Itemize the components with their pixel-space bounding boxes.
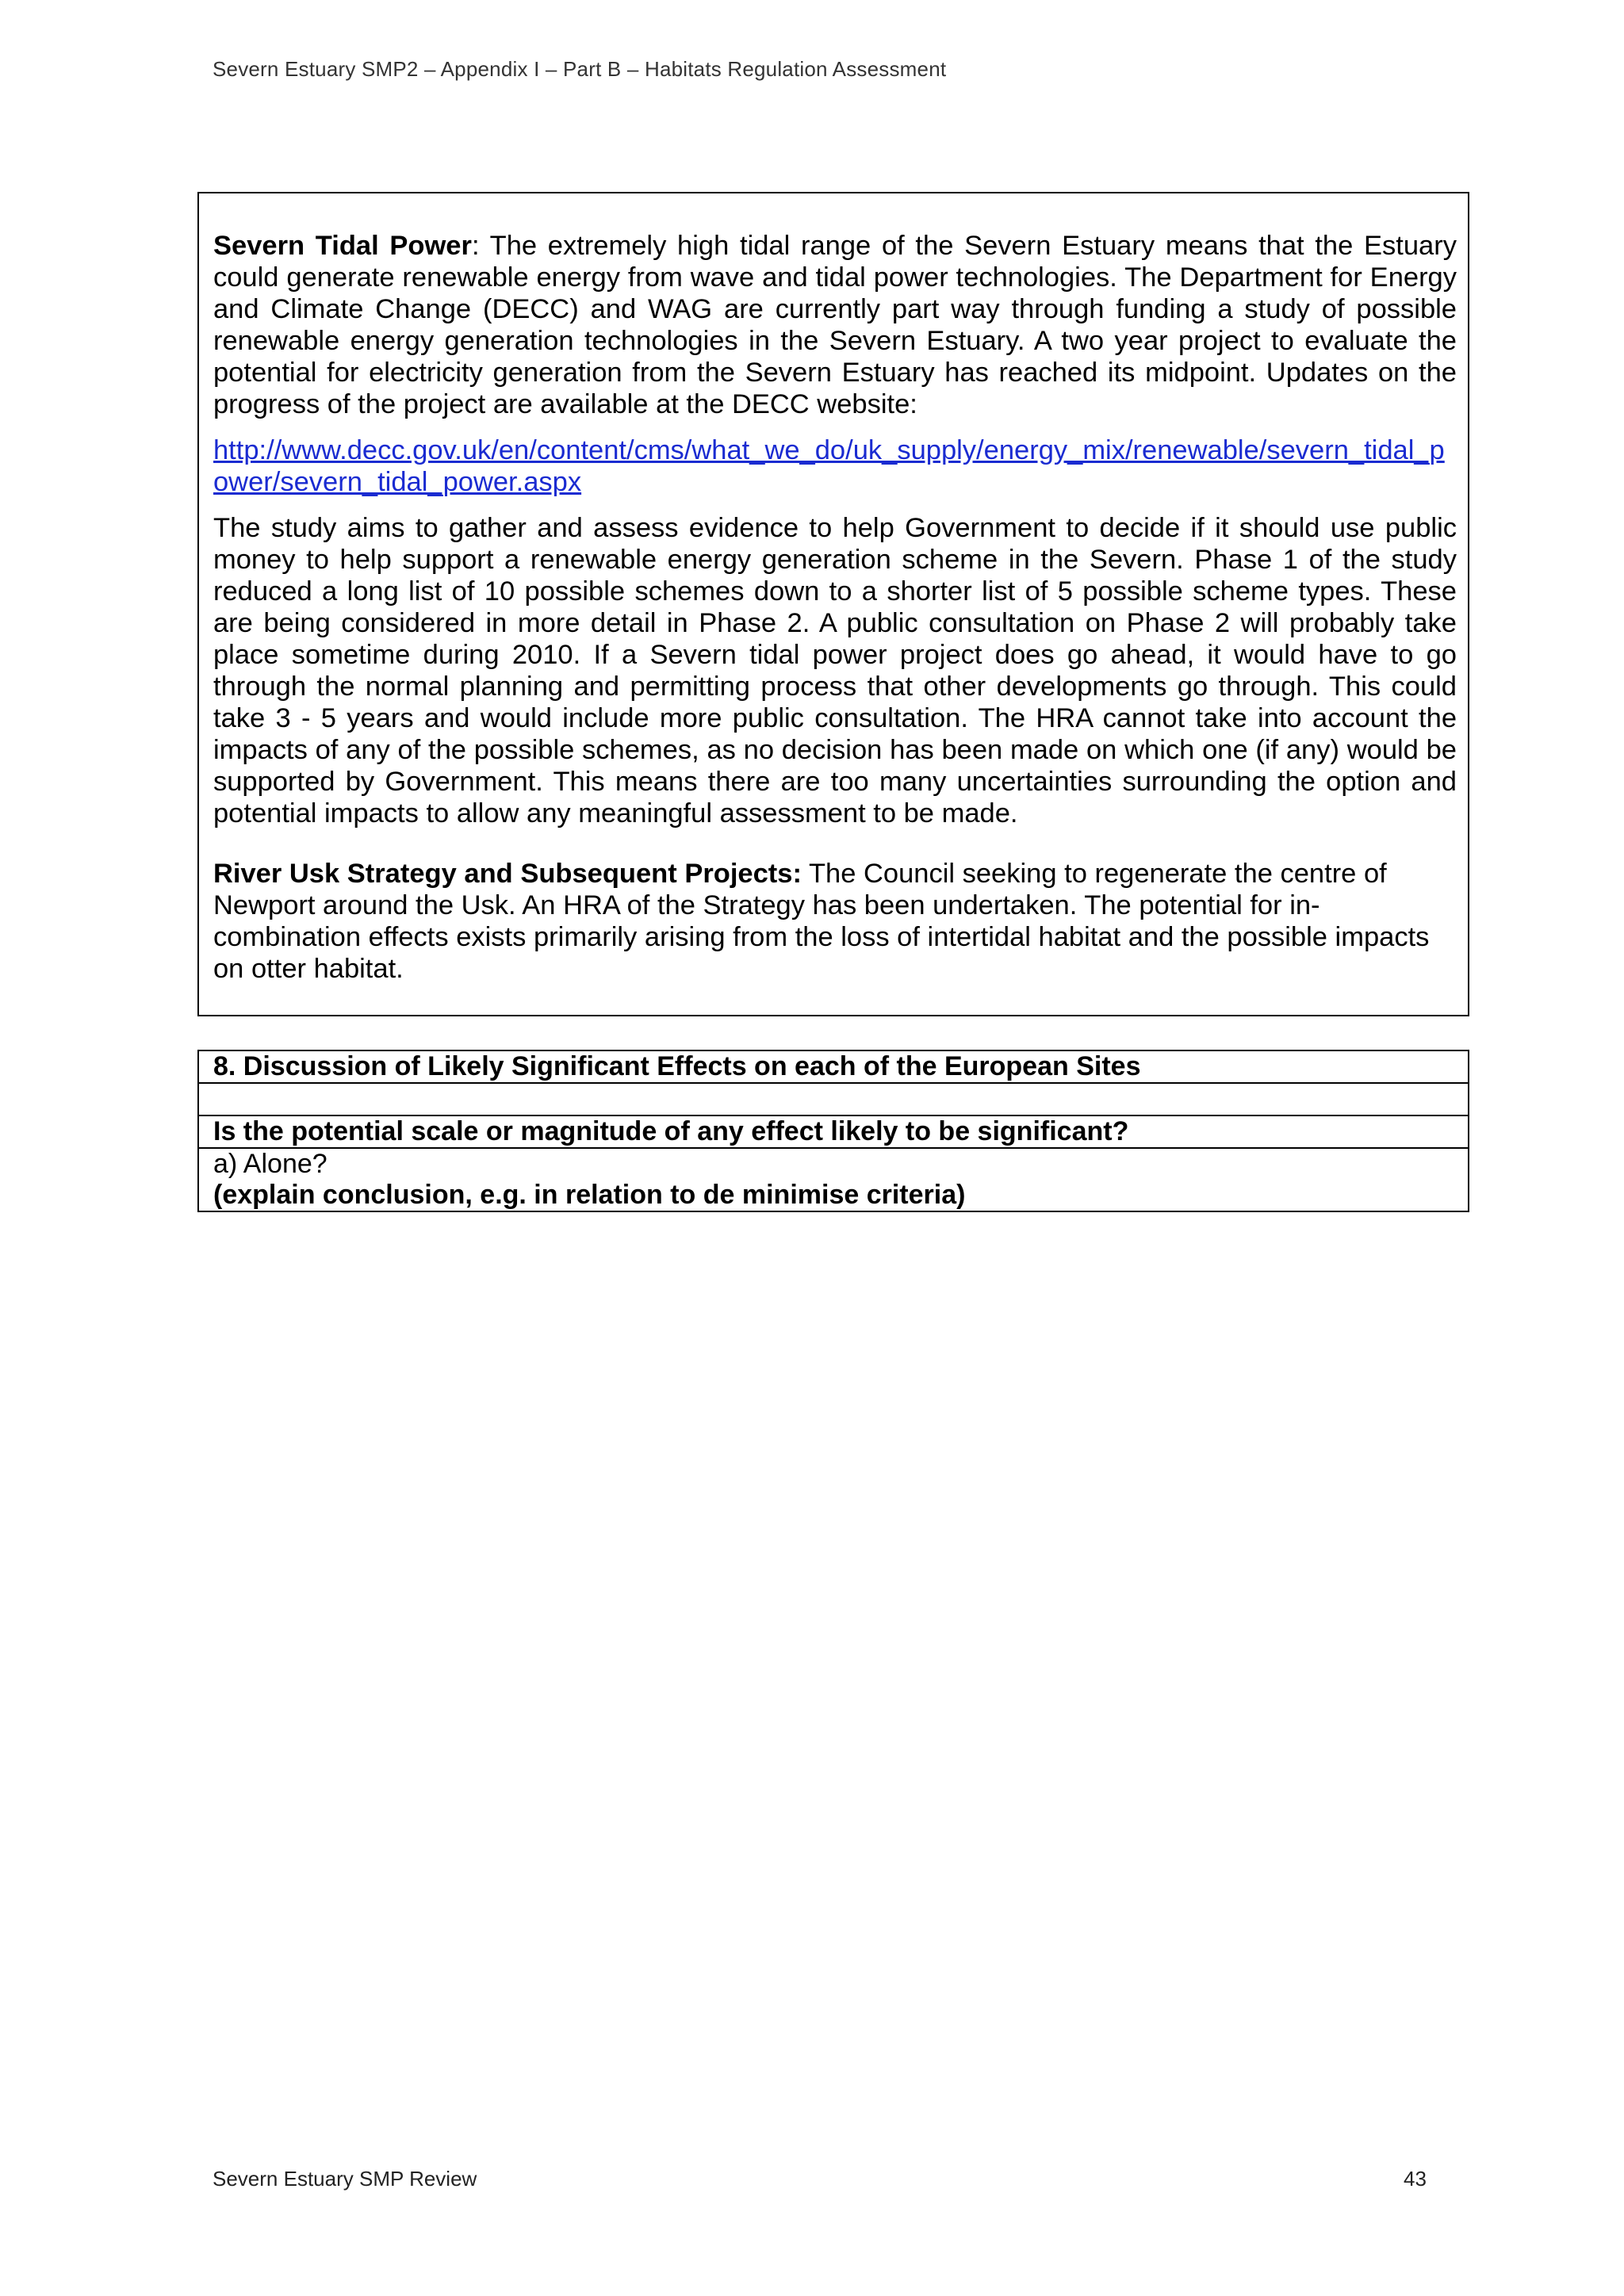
explain-conclusion-label: (explain conclusion, e.g. in relation to de minimise criteria)	[213, 1180, 966, 1210]
empty-cell	[198, 1083, 1469, 1115]
alone-label: a) Alone?	[213, 1149, 327, 1179]
severn-tidal-power-heading: Severn Tidal Power	[213, 231, 472, 261]
section-heading-cell	[198, 1050, 1469, 1083]
in-combination-projects-box	[197, 192, 1469, 1016]
severn-tidal-power-text: : The extremely high tidal range of the Severn Estuary means that the Estuary could generate renewable energy from wave and tidal power technologies. The Department for Energy and Climate Change (DECC) and WAG are currently part way through funding a study of possible renewable energy generation technologies in the Severn Estuary. A two year project to evaluate the potential for electricity generation from the Severn Estuary has reached its midpoint. Updates on the progress of the project are available at the DECC website:	[213, 231, 1457, 419]
river-usk-paragraph	[213, 858, 1457, 985]
river-usk-text: The Council seeking to regenerate the centre of Newport around the Usk. An HRA of the Strategy has been undertaken. The potential for in-combination effects exists primarily arising from the loss of intertidal habitat and the possible impacts on otter habitat.	[213, 859, 1430, 984]
table-row	[198, 1148, 1469, 1211]
page-header: Severn Estuary SMP2 – Appendix I – Part B – Habitats Regulation Assessment	[213, 57, 947, 81]
section-heading: 8. Discussion of Likely Significant Effects on each of the European Sites	[213, 1051, 1141, 1081]
page-number: 43	[1404, 2167, 1427, 2191]
question-cell	[198, 1115, 1469, 1148]
river-usk-heading: River Usk Strategy and Subsequent Projects:	[213, 859, 802, 889]
table-row	[198, 1083, 1469, 1115]
study-paragraph: The study aims to gather and assess evidence to help Government to decide if it should use public money to help support a renewable energy generation scheme in the Severn. Phase 1 of the study reduced a long list of 10 possible schemes down to a shorter list of 5 possible scheme types. These are being considered in more detail in Phase 2. A public consultation on Phase 2 will probably take place sometime during 2010. If a Severn tidal power project does go ahead, it would have to go through the normal planning and permitting process that other developments go through. This could take 3 - 5 years and would include more public consultation. The HRA cannot take into account the impacts of any of the possible schemes, as no decision has been made on which one (if any) would be supported by Government. This means there are too many uncertainties surrounding the option and potential impacts to allow any meaningful assessment to be made.	[213, 513, 1457, 828]
table-row	[198, 1115, 1469, 1148]
significance-question: Is the potential scale or magnitude of any effect likely to be significant?	[213, 1116, 1129, 1146]
table-row	[198, 1050, 1469, 1083]
footer-title: Severn Estuary SMP Review	[213, 2167, 477, 2191]
alone-cell	[198, 1148, 1469, 1211]
section-8-table	[197, 1050, 1469, 1212]
decc-website-link[interactable]	[213, 434, 1457, 498]
decc-link-line-1: http://www.decc.gov.uk/en/content/cms/what_we_do/uk_supply/energy_mix/renewable/severn_tidal_p	[213, 435, 1445, 465]
decc-link-line-2: ower/severn_tidal_power.aspx	[213, 467, 582, 497]
severn-tidal-power-paragraph	[213, 230, 1457, 420]
